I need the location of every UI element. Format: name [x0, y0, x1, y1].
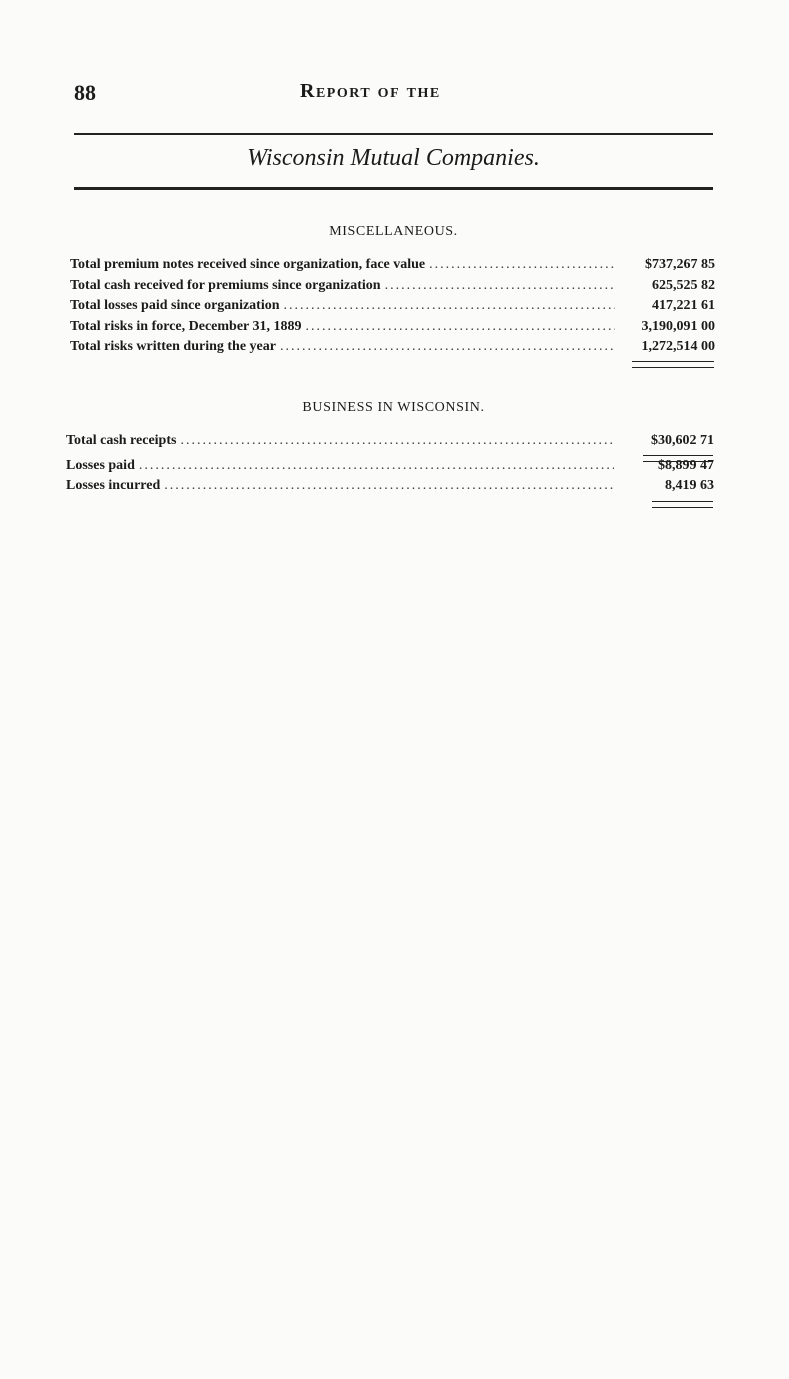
table-row: [70, 257, 715, 278]
row-label: Total cash received for premiums since organization: [70, 277, 381, 293]
dot-leader: [280, 339, 615, 355]
row-amount: 3,190,091 00: [641, 318, 715, 334]
table-row: [66, 478, 714, 499]
bottom-rule: [74, 187, 713, 190]
row-label: Total premium notes received since organization, face value: [70, 257, 426, 272]
row-amount: 417,221 61: [652, 298, 715, 313]
dot-leader: [284, 298, 615, 314]
dot-leader: [306, 319, 616, 335]
dot-leader: [164, 478, 614, 494]
dot-leader: [139, 458, 614, 474]
business-heading: BUSINESS IN WISCONSIN.: [302, 400, 485, 415]
row-amount: $30,602 71: [651, 433, 714, 448]
table-row: [70, 298, 715, 319]
running-head: Report of the: [300, 80, 441, 102]
row-label: Total risks in force, December 31, 1889: [70, 318, 302, 334]
row-amount: 1,272,514 00: [641, 339, 715, 354]
table-row: [66, 458, 714, 479]
total-double-rule: [632, 361, 714, 368]
total-double-rule: [652, 501, 713, 508]
table-row: [70, 319, 715, 340]
section-title: Wisconsin Mutual Companies.: [247, 145, 540, 171]
total-double-rule: [643, 455, 713, 462]
table-row: [70, 278, 715, 299]
business-table: [66, 433, 714, 499]
row-label: Total risks written during the year: [70, 339, 276, 354]
miscellaneous-heading: MISCELLANEOUS.: [329, 224, 458, 239]
dot-leader: [180, 433, 614, 449]
row-amount: $737,267 85: [645, 257, 715, 272]
miscellaneous-table: [70, 257, 715, 360]
row-label: Total cash receipts: [66, 433, 177, 448]
row-amount: 625,525 82: [652, 277, 715, 293]
dot-leader: [385, 278, 615, 294]
row-label: Losses paid: [66, 457, 135, 473]
top-rule: [74, 133, 713, 135]
table-row: [70, 339, 715, 360]
row-amount: $8,899 47: [658, 457, 714, 473]
page-number: 88: [74, 80, 96, 105]
row-amount: 8,419 63: [665, 478, 714, 493]
row-label: Losses incurred: [66, 478, 161, 493]
table-row: [66, 433, 714, 454]
row-label: Total losses paid since organization: [70, 298, 280, 313]
dot-leader: [429, 257, 615, 273]
